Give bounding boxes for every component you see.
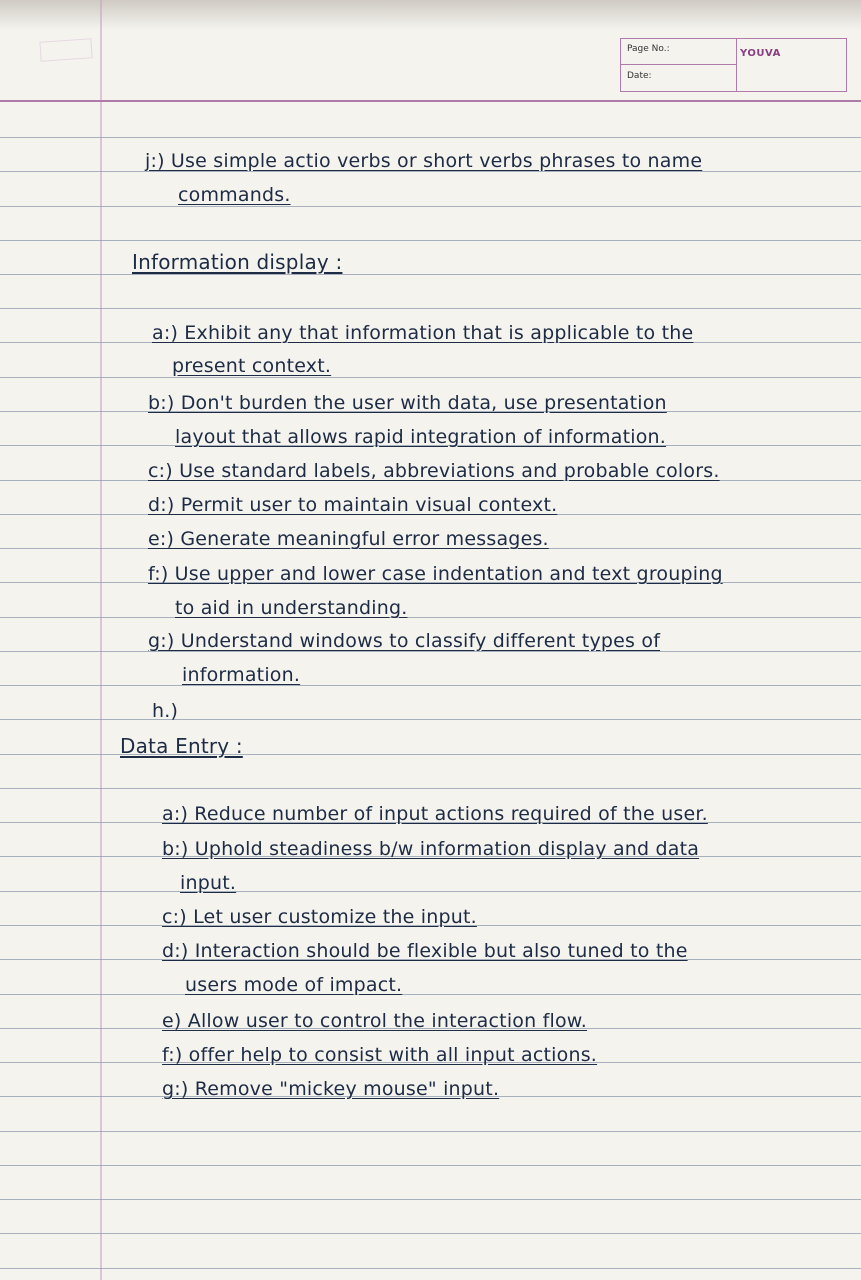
ruled-line <box>0 1268 861 1269</box>
header-rule <box>0 100 861 102</box>
ruled-line <box>0 137 861 138</box>
ruled-line <box>0 274 861 275</box>
page-no-label: Page No.: <box>627 44 670 54</box>
date-label: Date: <box>627 71 652 81</box>
note-line: g:) Understand windows to classify different types of <box>148 630 661 652</box>
ruled-line <box>0 891 861 892</box>
section-heading: Data Entry : <box>120 734 243 758</box>
note-line: j:) Use simple actio verbs or short verbs phrases to name <box>145 150 703 172</box>
note-line: c:) Let user customize the input. <box>162 906 477 928</box>
note-line: layout that allows rapid integration of information. <box>175 426 667 448</box>
note-line: f:) Use upper and lower case indentation and text grouping <box>148 563 723 585</box>
note-line: a:) Reduce number of input actions required of the user. <box>162 803 708 825</box>
note-line: e:) Generate meaningful error messages. <box>148 528 549 550</box>
ruled-line <box>0 1233 861 1234</box>
ruled-line <box>0 240 861 241</box>
note-line: b:) Don't burden the user with data, use presentation <box>148 392 667 414</box>
note-line: information. <box>182 664 301 686</box>
ruled-line <box>0 1199 861 1200</box>
ruled-line <box>0 788 861 789</box>
note-line: users mode of impact. <box>185 974 403 996</box>
note-line: e) Allow user to control the interaction flow. <box>162 1010 588 1032</box>
note-line: commands. <box>178 184 291 206</box>
ruled-line <box>0 1131 861 1132</box>
ruled-line <box>0 377 861 378</box>
watermark-stamp <box>39 38 92 62</box>
ruled-line <box>0 617 861 618</box>
note-line: input. <box>180 872 237 894</box>
ruled-line <box>0 685 861 686</box>
ruled-line <box>0 719 861 720</box>
header-divider <box>620 64 736 65</box>
note-line: f:) offer help to consist with all input actions. <box>162 1044 598 1066</box>
page-top-shadow <box>0 0 861 30</box>
note-line: d:) Permit user to maintain visual context. <box>148 494 558 516</box>
section-heading: Information display : <box>132 250 343 274</box>
ruled-line <box>0 206 861 207</box>
ruled-line <box>0 1165 861 1166</box>
note-line: g:) Remove "mickey mouse" input. <box>162 1078 500 1100</box>
margin-line <box>100 0 102 1280</box>
ruled-line <box>0 308 861 309</box>
brand-logo: YOUVA <box>740 48 781 59</box>
note-line: a:) Exhibit any that information that is applicable to the <box>152 322 694 344</box>
note-line: present context. <box>172 355 332 377</box>
note-line: to aid in understanding. <box>175 597 408 619</box>
ruled-line <box>0 994 861 995</box>
note-line: c:) Use standard labels, abbreviations and probable colors. <box>148 460 720 482</box>
note-line: b:) Uphold steadiness b/w information display and data <box>162 838 700 860</box>
note-line: h.) <box>152 700 179 722</box>
note-line: d:) Interaction should be flexible but also tuned to the <box>162 940 688 962</box>
header-divider-vertical <box>736 38 737 91</box>
